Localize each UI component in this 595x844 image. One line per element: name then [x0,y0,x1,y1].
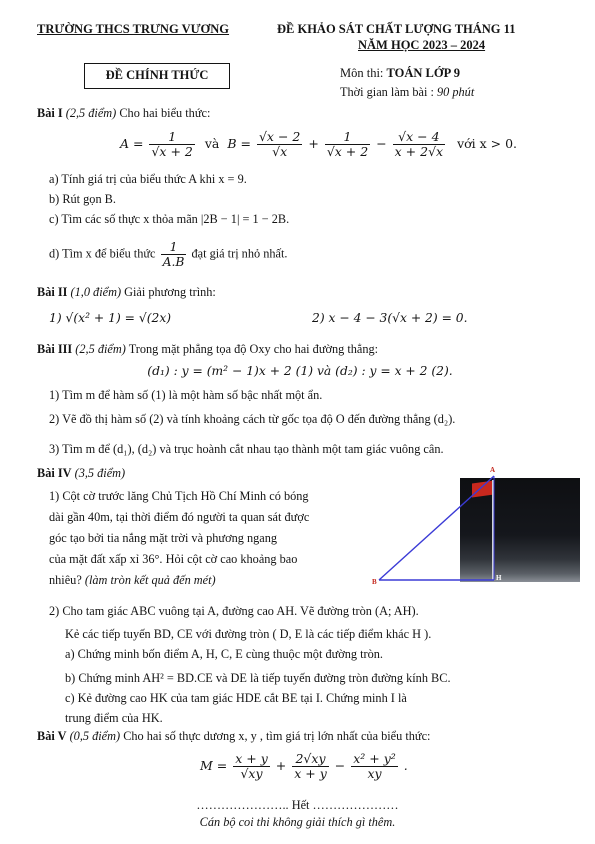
bai3-q3: 3) Tìm m để (d₁), (d₂) và trục hoành cắt nhau tạo thành một tam giác vuông cân. [49,442,444,456]
fraction-b3-num: √x − 4 [393,130,445,145]
bai2-heading [37,285,216,300]
bai4-p1-last: nhiêu? [49,573,82,587]
bai4-p1-line-1: 1) Cột cờ trước lăng Chủ Tịch Hồ Chí Minh có bóng [49,489,309,503]
bai4-c-line-1: c) Kẻ đường cao HK của tam giác HDE cắt BE tại I. Chứng minh I là [65,691,407,705]
bai5-intro: Cho hai số thực dương x, y , tìm giá trị lớn nhất của biểu thức: [123,729,431,743]
fraction-b3 [393,130,445,159]
formula-a-label: A = [120,136,144,151]
fraction-m1 [233,752,270,781]
bai1-c: c) Tìm các số thực x thỏa mãn |2B − 1| = 1 − 2B. [49,212,290,226]
bai3-intro: Trong mặt phẳng tọa độ Oxy cho hai đường thẳng: [128,342,379,356]
fraction-m1-den: √xy [240,766,263,781]
formula-m-end: . [403,758,408,773]
bai4-p1-line-2: dài gần 40m, tại thời điểm đó người ta quan sát được [49,510,310,524]
bai1-intro: Cho hai biểu thức: [119,106,211,120]
bai1-title: Bài I [37,106,63,120]
fraction-b2-num: 1 [325,130,370,145]
bai4-heading [37,466,125,481]
minus-sign-m: − [334,758,346,773]
fraction-a [149,130,194,159]
bai5-title: Bài V [37,729,67,743]
bai4-p1-line-5 [49,573,216,588]
bai2-intro: Giải phương trình: [124,285,216,299]
formula-m-label: M = [200,758,228,773]
bai5-points: (0,5 điểm) [69,729,121,743]
fraction-b2-den: √x + 2 [326,144,369,159]
and-word: và [204,136,220,151]
fraction-m2-den: x + y [294,766,327,781]
figure-label-b: B [372,578,377,586]
bai2-points: (1,0 điểm) [70,285,122,299]
time-value: 90 phút [437,85,475,99]
fraction-b1-den: √x [272,144,288,159]
bai4-p2-line-1: 2) Cho tam giác ABC vuông tại A, đường cao AH. Vẽ đường tròn (A; AH). [49,604,419,618]
sun-ray-line [379,476,494,580]
fraction-b3-den: x + 2√x [394,144,444,159]
fraction-m1-num: x + y [235,751,268,766]
flagpole-diagram [372,468,522,588]
bai3-lines: (d₁) : y = (m² − 1)x + 2 (1) và (d₂) : y = x + 2 (2). [147,364,453,378]
bai1-heading [37,106,210,121]
exam-title: ĐỀ KHẢO SÁT CHẤT LƯỢNG THÁNG 11 [277,22,516,36]
subject-value: TOÁN LỚP 9 [386,66,460,80]
school-year: NĂM HỌC 2023 – 2024 [358,38,486,52]
official-label: ĐỀ CHÍNH THỨC [105,68,209,82]
fraction-d [161,240,187,269]
fraction-m3-num: x² + y² [353,751,396,766]
bai1-points: (2,5 điểm) [65,106,117,120]
bai4-b: b) Chứng minh AH² = BD.CE và DE là tiếp tuyến đường tròn đường kính BC. [65,671,451,685]
bai3-heading [37,342,378,357]
bai4-p1-note: (làm tròn kết quả đến mét) [84,573,216,587]
bai1-formula [120,130,517,159]
plus-sign-m: + [275,758,287,773]
bai1-d-pre: d) Tìm x để biểu thức [49,246,156,261]
end-marker: ………………….. Hết ………………… [196,798,399,812]
fraction-b1-num: √x − 2 [258,129,301,144]
bai1-a: a) Tính giá trị của biểu thức A khi x = 9. [49,172,247,186]
subject-label: Môn thi: [340,66,387,80]
figure-label-a: A [490,466,496,474]
fraction-d-den: A.B [162,255,185,269]
subject-line [340,66,460,81]
fraction-b1 [257,130,302,159]
bai1-b: b) Rút gọn B. [49,192,116,206]
minus-sign: − [376,136,387,151]
bai4-p1-line-4: của mặt đất xấp xỉ 36°. Hỏi cột cờ cao khoảng bao [49,552,298,566]
formula-condition: với x > 0. [457,136,518,151]
bai4-points: (3,5 điểm) [74,466,126,480]
footer-note: Cán bộ coi thi không giải thích gì thêm. [199,815,396,829]
bai3-title: Bài III [37,342,73,356]
formula-b-label: B = [227,136,251,151]
fraction-b2 [325,130,370,159]
fraction-m3-den: xy [367,766,382,781]
bai1-d-post: đạt giá trị nhỏ nhất. [191,246,288,261]
bai2-eq1: 1) √(x² + 1) = √(2x) [49,311,172,325]
bai3-points: (2,5 điểm) [75,342,126,356]
school-name: TRƯỜNG THCS TRƯNG VƯƠNG [37,22,230,36]
bai4-title: Bài IV [37,466,72,480]
bai4-p1-line-3: góc tạo bởi tia nắng mặt trời và phương ngang [49,531,277,545]
fraction-a-num: 1 [149,130,194,145]
fraction-m2 [292,752,329,781]
time-label: Thời gian làm bài : [340,85,438,99]
bai4-p2-line-2: Kẻ các tiếp tuyến BD, CE với đường tròn ( D, E là các tiếp điểm khác H ). [65,627,432,641]
fraction-m3 [351,752,398,781]
fraction-m2-num: 2√xy [292,752,329,767]
bai2-title: Bài II [37,285,68,299]
bai1-d [49,240,287,269]
fraction-a-den: √x + 2 [151,144,193,159]
bai5-heading [37,729,430,744]
fraction-d-num: 1 [161,240,187,255]
bai3-q2: 2) Vẽ đồ thị hàm số (2) và tính khoảng cách từ gốc tọa độ O đến đường thẳng (d₂). [49,412,456,426]
figure-label-h: H [496,574,502,582]
bai4-a: a) Chứng minh bốn điểm A, H, C, E cùng thuộc một đường tròn. [65,647,384,661]
bai5-formula [200,752,408,781]
bai2-eq2: 2) x − 4 − 3(√x + 2) = 0. [312,311,468,325]
time-line [340,85,474,100]
plus-sign: + [308,136,319,151]
bai4-c-line-2: trung điểm của HK. [65,711,163,725]
bai3-q1: 1) Tìm m để hàm số (1) là một hàm số bậc nhất một ẩn. [49,388,323,402]
